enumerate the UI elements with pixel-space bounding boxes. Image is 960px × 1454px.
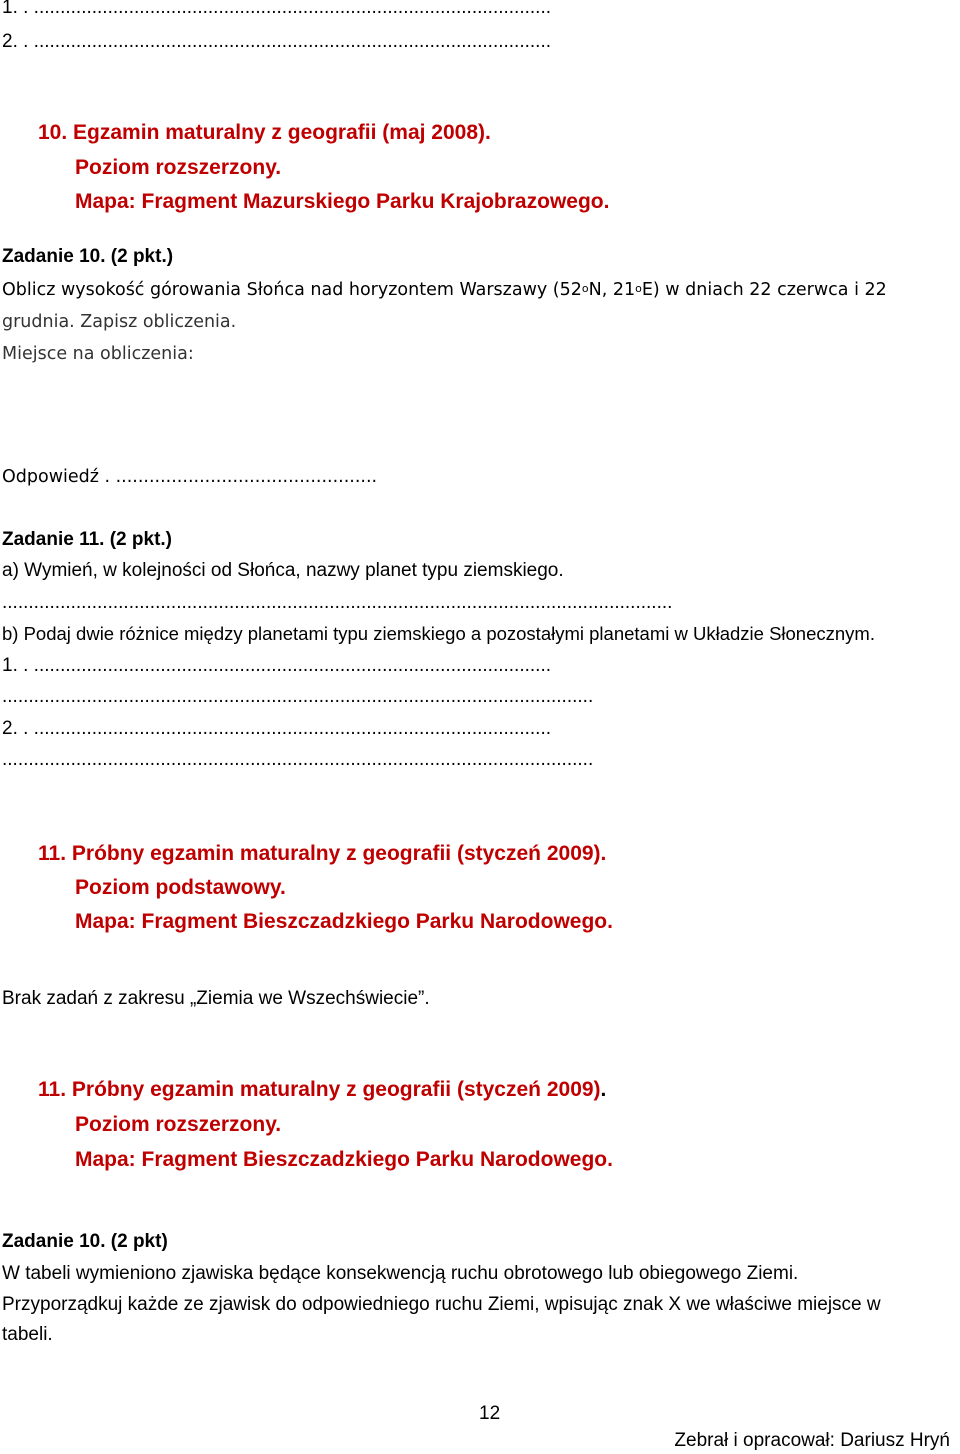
- task-text-line2: grudnia. Zapisz obliczenia.: [2, 312, 237, 332]
- calc-label: Miejsce na obliczenia:: [2, 344, 194, 364]
- task-text-line1: [2, 278, 887, 302]
- task-part-b: b) Podaj dwie różnice między planetami typu ziemskiego a pozostałymi planetami w Układzie Słonecznym.: [2, 623, 875, 644]
- section-map: Mapa: Fragment Mazurskiego Parku Krajobrazowego.: [75, 190, 610, 213]
- section-title: Egzamin maturalny z geografii (maj 2008).: [73, 121, 491, 144]
- answer-line: ................................................................................................................: [2, 686, 594, 707]
- task-heading: Zadanie 10. (2 pkt.): [2, 246, 174, 267]
- section-level: Poziom rozszerzony.: [75, 156, 282, 179]
- degree-sign: o: [581, 282, 589, 295]
- section-map: Mapa: Fragment Bieszczadzkiego Parku Narodowego.: [75, 910, 613, 933]
- answer-line: 2. . ..................................................................................................: [2, 718, 552, 739]
- answer-line: Odpowiedź . ...............................................: [2, 467, 378, 487]
- section-level: Poziom rozszerzony.: [75, 1113, 282, 1136]
- task-text-line: Przyporządkuj każde ze zjawisk do odpowiedniego ruchu Ziemi, wpisując znak X we właściwe miejsce w: [2, 1294, 881, 1315]
- task-text-line: tabeli.: [2, 1324, 53, 1345]
- task-text-part: E) w dniach 22 czerwca i 22: [641, 280, 887, 300]
- section-note: Brak zadań z zakresu „Ziemia we Wszechświecie”.: [2, 988, 430, 1009]
- section-number: 11.: [38, 842, 67, 865]
- answer-line-1: 1. . ..................................................................................................: [2, 0, 552, 18]
- task-part-a: a) Wymień, w kolejności od Słońca, nazwy planet typu ziemskiego.: [2, 560, 564, 581]
- section-number: 11.: [38, 1078, 67, 1101]
- section-heading-2: [38, 841, 606, 867]
- task-text-line: W tabeli wymieniono zjawiska będące konsekwencją ruchu obrotowego lub obiegowego Ziemi.: [2, 1263, 799, 1284]
- task-text-part: Oblicz wysokość górowania Słońca nad horyzontem Warszawy (52: [2, 280, 582, 300]
- section-title: Próbny egzamin maturalny z geografii (styczeń 2009).: [71, 842, 607, 865]
- task-heading: Zadanie 10. (2 pkt): [2, 1231, 168, 1252]
- answer-line-2: 2. . ..................................................................................................: [2, 31, 552, 52]
- section-title: Próbny egzamin maturalny z geografii (styczeń 2009): [71, 1078, 601, 1101]
- page-number: 12: [479, 1403, 501, 1424]
- answer-line: 1. . ..................................................................................................: [2, 655, 552, 676]
- section-title-end: .: [600, 1078, 607, 1101]
- degree-sign: o: [635, 282, 642, 295]
- answer-line: ................................................................................................................: [2, 749, 594, 770]
- answer-line: ...............................................................................................................................: [2, 592, 673, 613]
- task-text-part: N, 21: [588, 280, 636, 300]
- section-heading-3: [38, 1077, 606, 1103]
- section-map: Mapa: Fragment Bieszczadzkiego Parku Narodowego.: [75, 1148, 613, 1171]
- footer-author: Zebrał i opracował: Dariusz Hryń: [674, 1430, 950, 1451]
- section-number: 10.: [38, 121, 68, 144]
- section-level: Poziom podstawowy.: [75, 876, 286, 899]
- section-heading-1: [38, 120, 491, 146]
- task-heading: Zadanie 11. (2 pkt.): [2, 529, 172, 550]
